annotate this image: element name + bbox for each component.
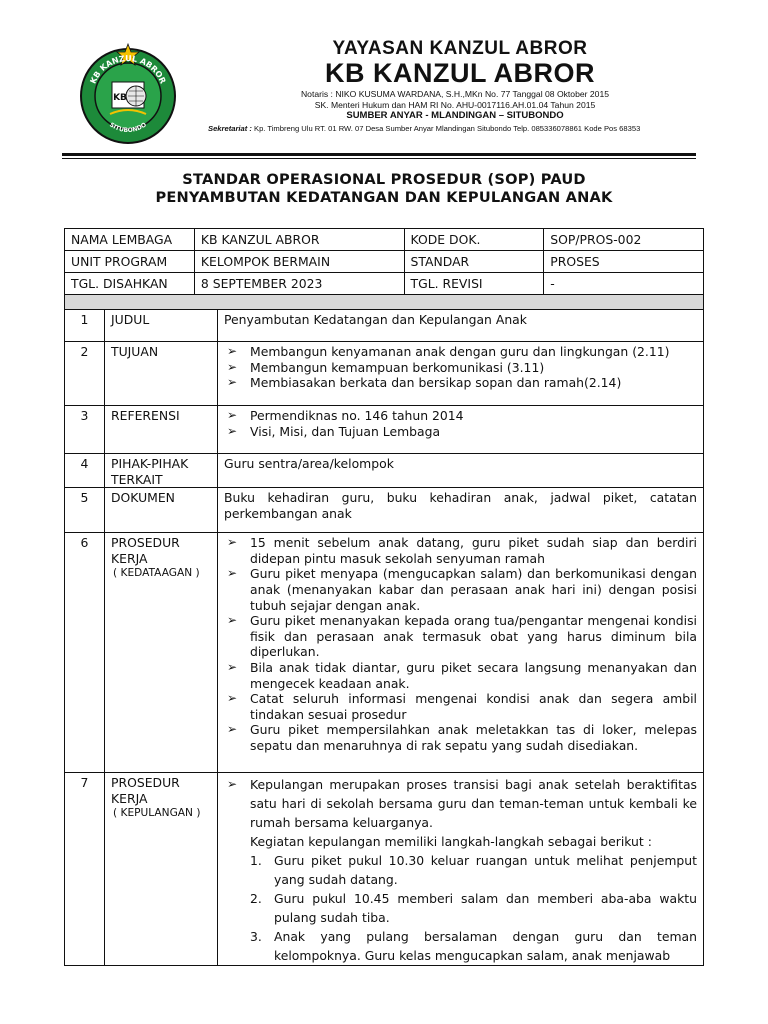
row-sublabel: ( KEDATAAGAN ) bbox=[113, 567, 200, 580]
table-row bbox=[65, 533, 704, 773]
table-row bbox=[65, 773, 704, 966]
document-subtitle: PENYAMBUTAN KEDATANGAN DAN KEPULANGAN ANAK bbox=[155, 189, 613, 206]
decree-line: SK. Menteri Hukum dan HAM RI No. AHU-0017116.AH.01.04 Tahun 2015 bbox=[314, 100, 596, 110]
row-number: 3 bbox=[65, 406, 105, 454]
info-value: KB KANZUL ABROR bbox=[194, 229, 404, 251]
secretariat-text: Kp. Timbreng Ulu RT. 01 RW. 07 Desa Sumber Anyar Mlandingan Situbondo Telp. 085336078861 Kode Pos 68353 bbox=[251, 124, 641, 133]
row-content: Penyambutan Kedatangan dan Kepulangan Anak bbox=[218, 310, 704, 342]
svg-text:KB KANZUL ABROR: KB KANZUL ABROR bbox=[88, 53, 168, 86]
list-item: ➢ Kepulangan merupakan proses transisi bagi anak setelah beraktifitas satu hari di sekolah bersama guru dan teman-teman untuk kembali ke rumah bersama keluarganya. bbox=[224, 775, 697, 832]
table-row bbox=[65, 342, 704, 406]
row-number: 6 bbox=[65, 533, 105, 773]
row-label-text: PROSEDUR KERJA bbox=[111, 775, 180, 806]
row-number: 2 bbox=[65, 342, 105, 406]
school-logo bbox=[76, 42, 180, 146]
table-row bbox=[65, 454, 704, 488]
info-value: PROSES bbox=[544, 251, 704, 273]
list-item: ➢ Membangun kemampuan berkomunikasi (3.11) bbox=[224, 360, 697, 376]
list-item: ➢ Guru piket menanyakan kepada orang tua/pengantar mengenai kondisi fisik dan perasaan anak termasuk obat yang harus diminum bila diperlukan. bbox=[224, 613, 697, 660]
info-label: NAMA LEMBAGA bbox=[65, 229, 195, 251]
steps-lead: Kegiatan kepulangan memiliki langkah-langkah sebagai berikut : bbox=[250, 834, 652, 850]
list-item: ➢ 15 menit sebelum anak datang, guru piket sudah siap dan berdiri didepan pintu masuk sekolah senyuman ramah bbox=[224, 535, 697, 566]
row-content bbox=[218, 406, 704, 454]
notary-line: Notaris : NIKO KUSUMA WARDANA, S.H.,MKn No. 77 Tanggal 08 Oktober 2015 bbox=[300, 89, 610, 99]
row-content bbox=[218, 342, 704, 406]
list-item: ➢ Permendiknas no. 146 tahun 2014 bbox=[224, 408, 697, 424]
row-number: 4 bbox=[65, 454, 105, 488]
svg-text:SITUBONDO: SITUBONDO bbox=[108, 121, 148, 135]
row-content bbox=[218, 773, 704, 966]
list-item: ➢ Visi, Misi, dan Tujuan Lembaga bbox=[224, 424, 697, 440]
table-row bbox=[65, 310, 704, 342]
row-label-text: PROSEDUR KERJA bbox=[111, 535, 180, 566]
row-content: Guru sentra/area/kelompok bbox=[218, 454, 704, 488]
address-line: SUMBER ANYAR - MLANDINGAN – SITUBONDO bbox=[346, 110, 564, 121]
header-rule-thin bbox=[62, 158, 696, 159]
row-label bbox=[105, 773, 218, 966]
list-item: 2. Guru pukul 10.45 memberi salam dan memberi aba-aba waktu pulang sudah tiba. bbox=[250, 891, 697, 926]
list-item: ➢ Catat seluruh informasi mengenai kondisi anak dan segera ambil tindakan sesuai prosedur bbox=[224, 691, 697, 722]
table-row bbox=[65, 406, 704, 454]
row-label: REFERENSI bbox=[105, 406, 218, 454]
info-label: KODE DOK. bbox=[404, 229, 544, 251]
row-content: Buku kehadiran guru, buku kehadiran anak, jadwal piket, catatan perkembangan anak bbox=[218, 488, 704, 533]
table-row bbox=[65, 229, 704, 251]
row-sublabel: ( KEPULANGAN ) bbox=[113, 807, 201, 820]
row-label: DOKUMEN bbox=[105, 488, 218, 533]
school-name: KB KANZUL ABROR bbox=[325, 58, 595, 88]
row-number: 5 bbox=[65, 488, 105, 533]
list-item: 3. Anak yang pulang bersalaman dengan guru dan teman kelompoknya. Guru kelas mengucapkan salam, anak menjawab bbox=[250, 929, 697, 964]
row-label: PIHAK-PIHAK TERKAIT bbox=[105, 454, 218, 488]
list-item: ➢ Bila anak tidak diantar, guru piket secara langsung menanyakan dan mengecek keadaan anak. bbox=[224, 660, 697, 691]
secretariat-label: Sekretariat : bbox=[208, 124, 252, 133]
info-value: SOP/PROS-002 bbox=[544, 229, 704, 251]
table-row bbox=[65, 251, 704, 273]
row-number: 7 bbox=[65, 773, 105, 966]
info-label: UNIT PROGRAM bbox=[65, 251, 195, 273]
info-value: - bbox=[544, 273, 704, 295]
row-label: TUJUAN bbox=[105, 342, 218, 406]
info-label: STANDAR bbox=[404, 251, 544, 273]
row-label bbox=[105, 533, 218, 773]
list-item: 1. Guru piket pukul 10.30 keluar ruangan untuk melihat penjemput yang sudah datang. bbox=[250, 853, 697, 888]
info-label: TGL. DISAHKAN bbox=[65, 273, 195, 295]
separator-row bbox=[64, 294, 704, 310]
list-item: ➢ Guru piket mempersilahkan anak meletakkan tas di loker, melepas sepatu dan menaruhnya di rak sepatu yang sudah disediakan. bbox=[224, 722, 697, 753]
secretariat-line bbox=[208, 124, 688, 133]
svg-text:KB: KB bbox=[113, 93, 127, 103]
row-label: JUDUL bbox=[105, 310, 218, 342]
list-item: ➢ Membangun kenyamanan anak dengan guru dan lingkungan (2.11) bbox=[224, 344, 697, 360]
info-table bbox=[64, 228, 704, 295]
table-row bbox=[65, 273, 704, 295]
sop-table bbox=[64, 309, 704, 966]
info-label: TGL. REVISI bbox=[404, 273, 544, 295]
row-number: 1 bbox=[65, 310, 105, 342]
info-value: KELOMPOK BERMAIN bbox=[194, 251, 404, 273]
table-row bbox=[65, 488, 704, 533]
info-value: 8 SEPTEMBER 2023 bbox=[194, 273, 404, 295]
foundation-name: YAYASAN KANZUL ABROR bbox=[332, 38, 588, 59]
document-title: STANDAR OPERASIONAL PROSEDUR (SOP) PAUD bbox=[182, 171, 586, 188]
row-content bbox=[218, 533, 704, 773]
header-rule-thick bbox=[62, 153, 696, 156]
list-item: ➢ Guru piket menyapa (mengucapkan salam) dan berkomunikasi dengan anak (menanyakan kabar dan perasaan anak hari ini) dengan posisi tubuh sejajar dengan anak. bbox=[224, 566, 697, 613]
list-item: ➢ Membiasakan berkata dan bersikap sopan dan ramah(2.14) bbox=[224, 375, 697, 391]
